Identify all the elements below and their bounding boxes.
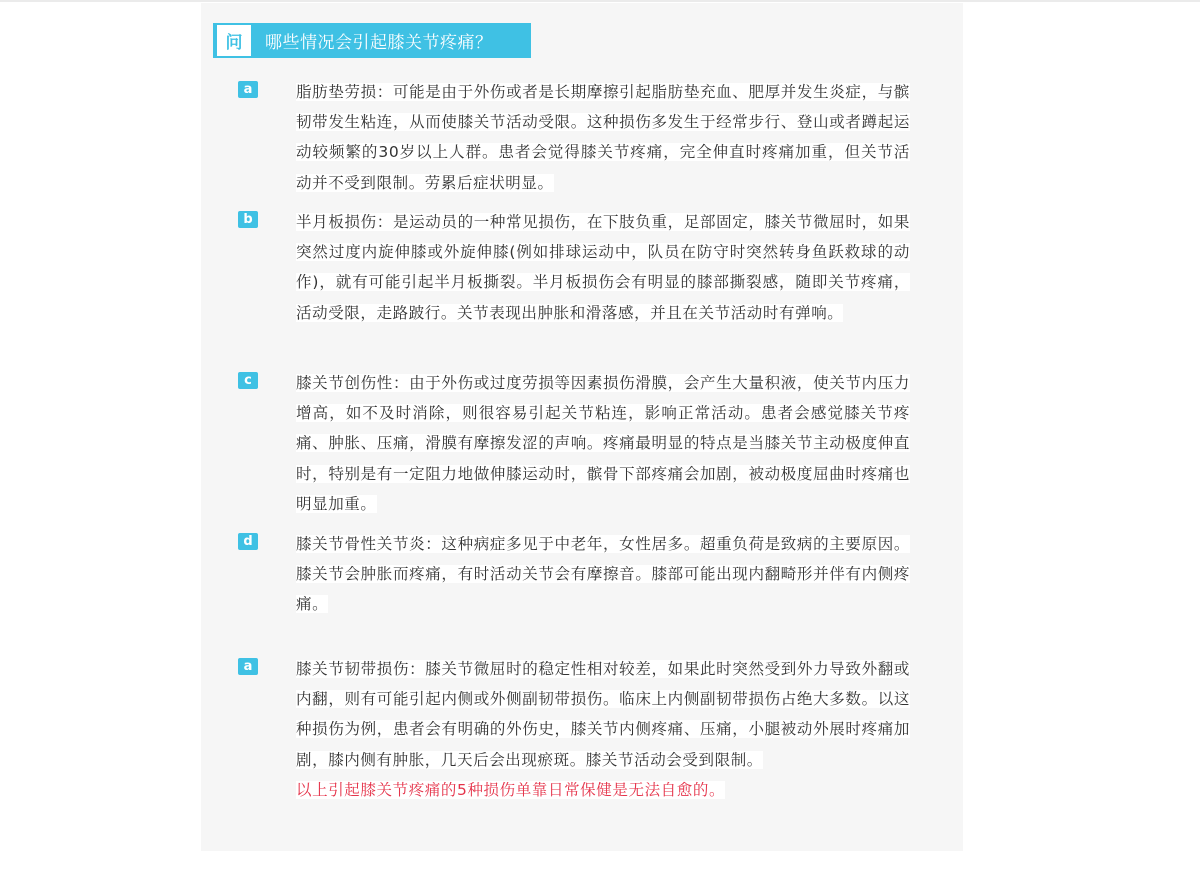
question-title: 哪些情况会引起膝关节疼痛？ xyxy=(265,33,493,53)
item-text: 脂肪垫劳损：可能是由于外伤或者是长期摩擦引起脂肪垫充血、肥厚并发生炎症，与髌韧带发生粘连，从而使膝关节活动受限。这种损伤多发生于经常步行、登山或者蹲起运动较频繁的30岁以上人群。患者会觉得膝关节疼痛，完全伸直时疼痛加重，但关节活动并不受到限制。劳累后症状明显。 xyxy=(296,83,910,192)
item-text: 半月板损伤：是运动员的一种常见损伤，在下肢负重，足部固定，膝关节微屈时，如果突然过度内旋伸膝或外旋伸膝(例如排球运动中，队员在防守时突然转身鱼跃救球的动作)，就有可能引起半月板撕裂。半月板损伤会有明显的膝部撕裂感，随即关节疼痛，活动受限，走路跛行。关节表现出肿胀和滑落感，并且在关节活动时有弹响。 xyxy=(296,213,910,322)
article-panel xyxy=(201,3,963,851)
item-badge: c xyxy=(238,372,258,389)
question-badge: 问 xyxy=(217,25,251,56)
question-header xyxy=(213,23,531,58)
top-divider xyxy=(0,0,1200,2)
item-badge: d xyxy=(238,533,258,550)
item-badge: b xyxy=(238,211,258,228)
item-text: 膝关节创伤性：由于外伤或过度劳损等因素损伤滑膜，会产生大量积液，使关节内压力增高，如不及时消除，则很容易引起关节粘连，影响正常活动。患者会感觉膝关节疼痛、肿胀、压痛，滑膜有摩擦发涩的声响。疼痛最明显的特点是当膝关节主动极度伸直时，特别是有一定阻力地做伸膝运动时，髌骨下部疼痛会加剧，被动极度屈曲时疼痛也明显加重。 xyxy=(296,374,910,513)
item-badge: a xyxy=(238,81,258,98)
item-badge: a xyxy=(238,658,258,675)
item-text: 膝关节韧带损伤：膝关节微屈时的稳定性相对较差，如果此时突然受到外力导致外翻或内翻，则有可能引起内侧或外侧副韧带损伤。临床上内侧副韧带损伤占绝大多数。以这种损伤为例，患者会有明确的外伤史，膝关节内侧疼痛、压痛，小腿被动外展时疼痛加剧，膝内侧有肿胀，几天后会出现瘀斑。膝关节活动会受到限制。 以上引起膝关节疼痛的5种损伤单靠日常保健是无法自愈的。 xyxy=(296,660,910,799)
item-text: 膝关节骨性关节炎：这种病症多见于中老年，女性居多。超重负荷是致病的主要原因。膝关节会肿胀而疼痛，有时活动关节会有摩擦音。膝部可能出现内翻畸形并伴有内侧疼痛。 xyxy=(296,535,910,614)
conclusion-note: 以上引起膝关节疼痛的5种损伤单靠日常保健是无法自愈的。 xyxy=(296,780,726,799)
